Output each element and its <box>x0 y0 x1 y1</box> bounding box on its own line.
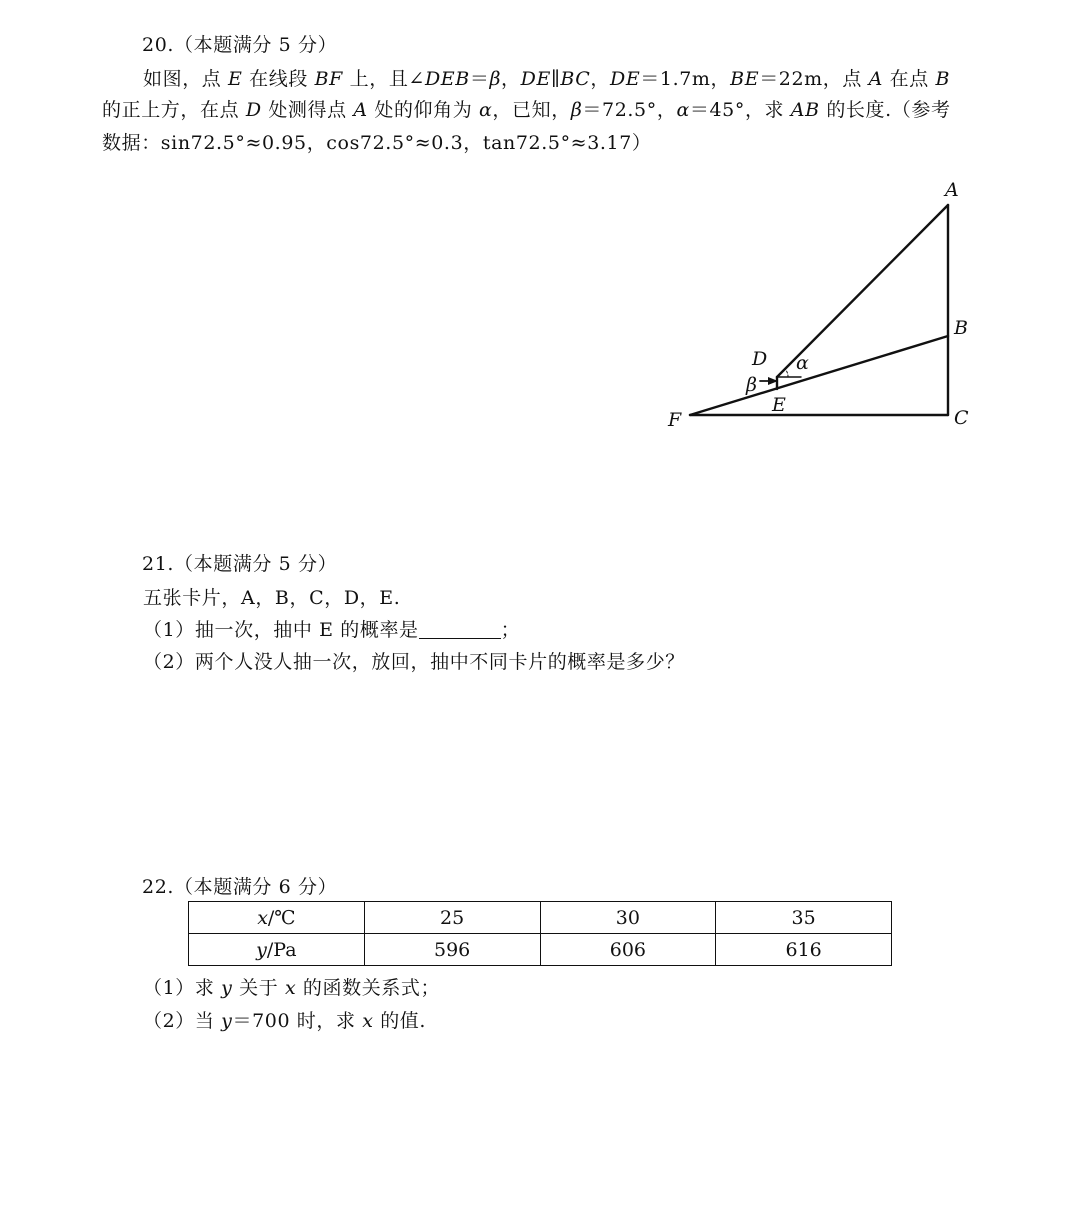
text-run: ＝1.7m， <box>640 68 731 90</box>
table-row-x <box>189 902 892 934</box>
q21-part1-text: （1）抽一次，抽中 E 的概率是 <box>143 619 419 641</box>
math-symbol: x <box>362 1010 374 1032</box>
table-cell: 616 <box>716 934 892 966</box>
text-run: ＝72.5°， <box>582 99 677 121</box>
text-run: ＝22m，点 <box>759 68 869 90</box>
text-run: ，已知， <box>492 99 571 121</box>
q21-answer-blank[interactable] <box>419 618 501 639</box>
label-B: B <box>954 317 968 339</box>
text-run: （2）当 <box>143 1010 222 1032</box>
q21-part1 <box>143 618 520 642</box>
math-symbol: A <box>353 99 368 121</box>
text-run: 的值. <box>373 1010 427 1032</box>
q22-part1 <box>143 976 440 1000</box>
q21-intro: 五张卡片，A，B，C，D，E. <box>143 587 401 609</box>
math-symbol: β <box>489 68 502 90</box>
math-symbol: A <box>868 68 883 90</box>
text-run: 处测得点 <box>261 99 354 121</box>
math-symbol: DE∥BC <box>520 68 591 90</box>
math-symbol: β <box>570 99 583 121</box>
table-cell: 25 <box>364 902 540 934</box>
q21-heading: 21.（本题满分 5 分） <box>142 553 338 575</box>
q20-text-line3: 数据：sin72.5°≈0.95，cos72.5°≈0.3，tan72.5°≈3.17） <box>102 132 652 154</box>
q20-triangle-figure <box>0 0 1068 500</box>
text-run: 在点 <box>882 68 936 90</box>
segment-FB <box>690 336 948 415</box>
text-run: 如图，点 <box>143 68 229 90</box>
label-F: F <box>668 409 682 431</box>
math-symbol: y <box>221 1010 233 1032</box>
q22-part2 <box>143 1009 426 1033</box>
text-run: 处的仰角为 <box>367 99 479 121</box>
label-C: C <box>954 407 969 429</box>
math-symbol: BF <box>314 68 343 90</box>
text-run: ＝45°，求 <box>689 99 791 121</box>
text-run: 的长度.（参考 <box>819 99 951 121</box>
math-symbol: BE <box>730 68 760 90</box>
text-run: 关于 <box>232 977 285 999</box>
text-run: ＝ <box>469 68 490 90</box>
math-symbol: x <box>284 977 297 999</box>
text-run: 上，且∠ <box>342 68 425 90</box>
math-symbol: B <box>935 68 950 90</box>
math-symbol: E <box>228 68 243 90</box>
math-symbol: DEB <box>424 68 470 90</box>
q22-heading: 22.（本题满分 6 分） <box>142 876 338 898</box>
math-symbol: AB <box>790 99 820 121</box>
table-cell: 35 <box>716 902 892 934</box>
label-beta: β <box>746 374 757 396</box>
text-run: 的函数关系式； <box>296 977 441 999</box>
label-alpha: α <box>796 352 809 374</box>
math-symbol: α <box>676 99 690 121</box>
table-row-y <box>189 934 892 966</box>
math-symbol: D <box>245 99 262 121</box>
math-symbol: DE <box>609 68 641 90</box>
table-cell: 30 <box>540 902 716 934</box>
math-symbol: α <box>478 99 493 121</box>
label-E: E <box>772 394 786 416</box>
label-D: D <box>752 348 768 370</box>
text-run: ， <box>590 68 610 90</box>
text-run: 在线段 <box>242 68 315 90</box>
table-cell: 596 <box>364 934 540 966</box>
row-header-x: x/℃ <box>189 902 365 934</box>
math-symbol: y <box>221 977 233 999</box>
q22-data-table <box>188 901 892 966</box>
text-run: （1）求 <box>143 977 222 999</box>
q20-heading: 20.（本题满分 5 分） <box>142 34 338 56</box>
text-run: ， <box>501 68 521 90</box>
q21-part1-end: ； <box>500 619 521 641</box>
text-run: 的正上方，在点 <box>102 99 246 121</box>
row-header-y: y/Pa <box>189 934 365 966</box>
table-cell: 606 <box>540 934 716 966</box>
label-A: A <box>945 179 959 201</box>
q21-part2: （2）两个人没人抽一次，放回，抽中不同卡片的概率是多少？ <box>143 651 685 673</box>
text-run: ＝700 时，求 <box>232 1010 363 1032</box>
